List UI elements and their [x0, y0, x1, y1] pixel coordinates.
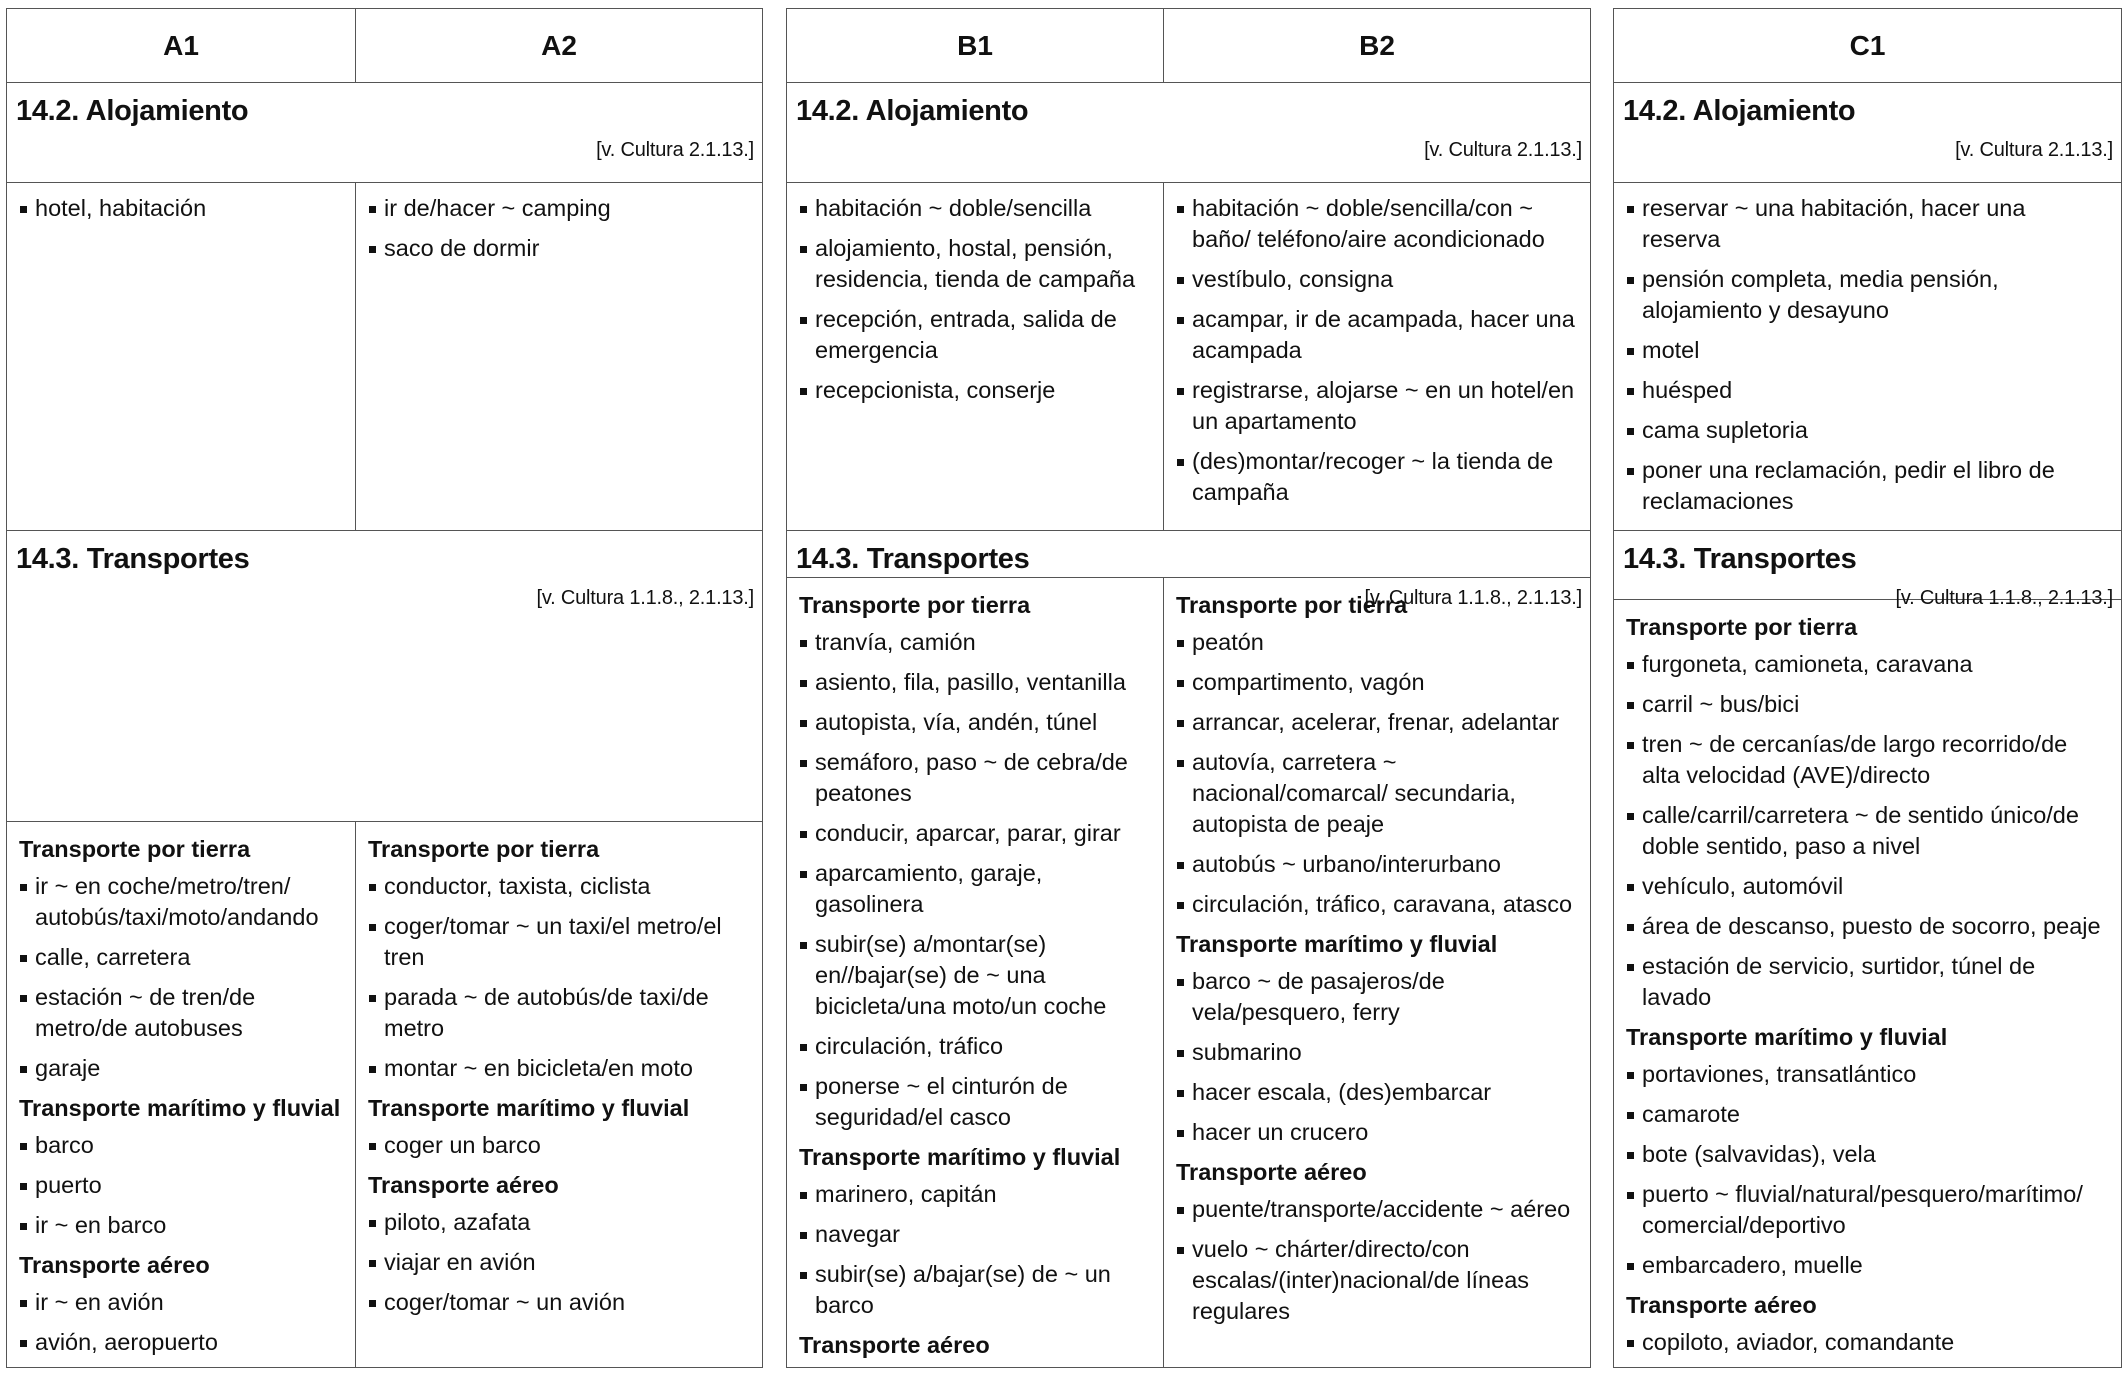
list-item: tren ~ de cercanías/de largo recorrido/de alta velocidad (AVE)/directo: [1626, 729, 2109, 791]
list-item: estación de servicio, surtidor, túnel de lavado: [1626, 951, 2109, 1013]
list-item: ponerse ~ el cinturón de seguridad/el casco: [799, 1071, 1151, 1133]
transportes-b2-cell: [1163, 578, 1590, 1367]
alojamiento-a1-cell: [7, 183, 355, 530]
section-title: 14.3. Transportes: [1623, 543, 1857, 575]
subsection-heading: Transporte por tierra: [368, 836, 600, 862]
list-item: alojamiento, hostal, pensión, residencia, tienda de campaña: [799, 233, 1151, 295]
list-item: poner una reclamación, pedir el libro de reclamaciones: [1626, 455, 2109, 517]
list-item: parada ~ de autobús/de taxi/de metro: [368, 982, 750, 1044]
list-item: puerto ~ fluvial/natural/pesquero/marítimo/ comercial/deportivo: [1626, 1179, 2109, 1241]
level-header-c1: C1: [1614, 9, 2121, 83]
list-item: habitación ~ doble/sencilla: [799, 193, 1151, 224]
item-list: [19, 1287, 343, 1358]
item-list: [368, 1130, 750, 1161]
item-list: [799, 1179, 1151, 1321]
list-item: acampar, ir de acampada, hacer una acampada: [1176, 304, 1578, 366]
list-item: ir ~ en coche/metro/tren/ autobús/taxi/moto/andando: [19, 871, 343, 933]
list-item: autobús ~ urbano/interurbano: [1176, 849, 1578, 880]
list-item: avión, aeropuerto: [19, 1327, 343, 1358]
subsection-heading: Transporte marítimo y fluvial: [1626, 1024, 1948, 1050]
alojamiento-b2-cell: [1163, 183, 1590, 530]
subsection-heading: Transporte aéreo: [19, 1252, 210, 1278]
list-item: circulación, tráfico, caravana, atasco: [1176, 889, 1578, 920]
subsection-heading: Transporte aéreo: [1626, 1292, 1817, 1318]
list-item: vehículo, automóvil: [1626, 871, 2109, 902]
list-item: submarino: [1176, 1037, 1578, 1068]
subsection-heading: Transporte por tierra: [799, 592, 1031, 618]
subsection-heading: Transporte aéreo: [368, 1172, 559, 1198]
subsection-heading: Transporte por tierra: [19, 836, 251, 862]
section-title: 14.2. Alojamiento: [1623, 95, 1856, 127]
list-item: pensión completa, media pensión, alojamiento y desayuno: [1626, 264, 2109, 326]
list-item: cama supletoria: [1626, 415, 2109, 446]
list-item: circulación, tráfico: [799, 1031, 1151, 1062]
list-item: coger/tomar ~ un taxi/el metro/el tren: [368, 911, 750, 973]
list-item: habitación ~ doble/sencilla/con ~ baño/ teléfono/aire acondicionado: [1176, 193, 1578, 255]
list-item: montar ~ en bicicleta/en moto: [368, 1053, 750, 1084]
subsection-heading: Transporte aéreo: [799, 1332, 990, 1358]
list-item: saco de dormir: [368, 233, 750, 264]
list-item: subir(se) a/bajar(se) de ~ un barco: [799, 1259, 1151, 1321]
subsection-heading: Transporte marítimo y fluvial: [19, 1095, 341, 1121]
transportes-a1-cell: [7, 822, 355, 1367]
subsection-heading: Transporte marítimo y fluvial: [1176, 931, 1498, 957]
list-item: barco: [19, 1130, 343, 1161]
level-header-a2: A2: [355, 9, 762, 83]
list-item: semáforo, paso ~ de cebra/de peatones: [799, 747, 1151, 809]
list-item: barco ~ de pasajeros/de vela/pesquero, ferry: [1176, 966, 1578, 1028]
list-item: aparcamiento, garaje, gasolinera: [799, 858, 1151, 920]
list-item: arrancar, acelerar, frenar, adelantar: [1176, 707, 1578, 738]
list-item: huésped: [1626, 375, 2109, 406]
list-item: (des)montar/recoger ~ la tienda de campaña: [1176, 446, 1578, 508]
list-item: ir de/hacer ~ camping: [368, 193, 750, 224]
alojamiento-b1-cell: [787, 183, 1163, 530]
list-item: área de descanso, puesto de socorro, peaje: [1626, 911, 2109, 942]
list-item: asiento, fila, pasillo, ventanilla: [799, 667, 1151, 698]
list-item: camarote: [1626, 1099, 2109, 1130]
list-item: hacer un crucero: [1176, 1117, 1578, 1148]
subsection-heading: Transporte por tierra: [1176, 592, 1408, 618]
list-item: hacer escala, (des)embarcar: [1176, 1077, 1578, 1108]
alojamiento-a2-cell: [355, 183, 762, 530]
list-item: embarcadero, muelle: [1626, 1250, 2109, 1281]
list-item: marinero, capitán: [799, 1179, 1151, 1210]
list-item: recepcionista, conserje: [799, 375, 1151, 406]
section-title: 14.3. Transportes: [796, 543, 1030, 575]
list-item: vestíbulo, consigna: [1176, 264, 1578, 295]
item-list: [1626, 1327, 2109, 1358]
list-item: calle, carretera: [19, 942, 343, 973]
section-title: 14.3. Transportes: [16, 543, 250, 575]
section-title: 14.2. Alojamiento: [796, 95, 1029, 127]
list-item: ir ~ en barco: [19, 1210, 343, 1241]
item-list: [1176, 627, 1578, 920]
list-item: vuelo ~ chárter/directo/con escalas/(inter)nacional/de líneas regulares: [1176, 1234, 1578, 1327]
transportes-a2-cell: [355, 822, 762, 1367]
section-reference: [v. Cultura 1.1.8., 2.1.13.]: [1364, 587, 1582, 609]
alojamiento-c1-cell: [1614, 183, 2121, 530]
list-item: compartimento, vagón: [1176, 667, 1578, 698]
list-item: puerto: [19, 1170, 343, 1201]
section-header-alojamiento: [1614, 83, 2121, 183]
item-list: [368, 871, 750, 1084]
item-list: [1626, 1059, 2109, 1281]
list-item: calle/carril/carretera ~ de sentido único/de doble sentido, paso a nivel: [1626, 800, 2109, 862]
list-item: garaje: [19, 1053, 343, 1084]
list-item: copiloto, aviador, comandante: [1626, 1327, 2109, 1358]
section-header-transportes: [7, 530, 762, 822]
item-list: [368, 1207, 750, 1318]
level-header-b2: B2: [1163, 9, 1590, 83]
list-item: subir(se) a/montar(se) en//bajar(se) de ~ una bicicleta/una moto/un coche: [799, 929, 1151, 1022]
list-item: piloto, azafata: [368, 1207, 750, 1238]
transportes-c1-cell: [1614, 600, 2121, 1367]
list-item: autovía, carretera ~ nacional/comarcal/ secundaria, autopista de peaje: [1176, 747, 1578, 840]
list-item: peatón: [1176, 627, 1578, 658]
list-item: recepción, entrada, salida de emergencia: [799, 304, 1151, 366]
section-reference: [v. Cultura 1.1.8., 2.1.13.]: [536, 587, 754, 609]
panel-a1-a2: [6, 8, 763, 1368]
item-list: [19, 871, 343, 1084]
list-item: conductor, taxista, ciclista: [368, 871, 750, 902]
section-header-alojamiento: [7, 83, 762, 183]
section-title: 14.2. Alojamiento: [16, 95, 249, 127]
section-reference: [v. Cultura 2.1.13.]: [1424, 139, 1582, 161]
list-item: bote (salvavidas), vela: [1626, 1139, 2109, 1170]
item-list: [1176, 1194, 1578, 1327]
list-item: conducir, aparcar, parar, girar: [799, 818, 1151, 849]
list-item: portaviones, transatlántico: [1626, 1059, 2109, 1090]
transportes-b1-cell: [787, 578, 1163, 1367]
list-item: ir ~ en avión: [19, 1287, 343, 1318]
list-item: motel: [1626, 335, 2109, 366]
level-header-b1: B1: [787, 9, 1163, 83]
list-item: tranvía, camión: [799, 627, 1151, 658]
list-item: hotel, habitación: [19, 193, 343, 224]
list-item: autopista, vía, andén, túnel: [799, 707, 1151, 738]
item-list: [1176, 966, 1578, 1148]
list-item: furgoneta, camioneta, caravana: [1626, 649, 2109, 680]
panel-c1: [1613, 8, 2122, 1368]
list-item: puente/transporte/accidente ~ aéreo: [1176, 1194, 1578, 1225]
level-header-a1: A1: [7, 9, 355, 83]
subsection-heading: Transporte marítimo y fluvial: [799, 1144, 1121, 1170]
list-item: reservar ~ una habitación, hacer una reserva: [1626, 193, 2109, 255]
item-list: [1626, 649, 2109, 1013]
list-item: estación ~ de tren/de metro/de autobuses: [19, 982, 343, 1044]
section-reference: [v. Cultura 2.1.13.]: [1955, 139, 2113, 161]
list-item: viajar en avión: [368, 1247, 750, 1278]
subsection-heading: Transporte marítimo y fluvial: [368, 1095, 690, 1121]
subsection-heading: Transporte por tierra: [1626, 614, 1858, 640]
section-header-alojamiento: [787, 83, 1590, 183]
list-item: coger/tomar ~ un avión: [368, 1287, 750, 1318]
item-list: [19, 1130, 343, 1241]
section-header-transportes: [1614, 530, 2121, 609]
subsection-heading: Transporte aéreo: [1176, 1159, 1367, 1185]
list-item: navegar: [799, 1219, 1151, 1250]
item-list: [799, 627, 1151, 1133]
list-item: coger un barco: [368, 1130, 750, 1161]
section-reference: [v. Cultura 1.1.8., 2.1.13.]: [1895, 587, 2113, 609]
list-item: registrarse, alojarse ~ en un hotel/en un apartamento: [1176, 375, 1578, 437]
panel-b1-b2: [786, 8, 1591, 1368]
section-reference: [v. Cultura 2.1.13.]: [596, 139, 754, 161]
list-item: carril ~ bus/bici: [1626, 689, 2109, 720]
